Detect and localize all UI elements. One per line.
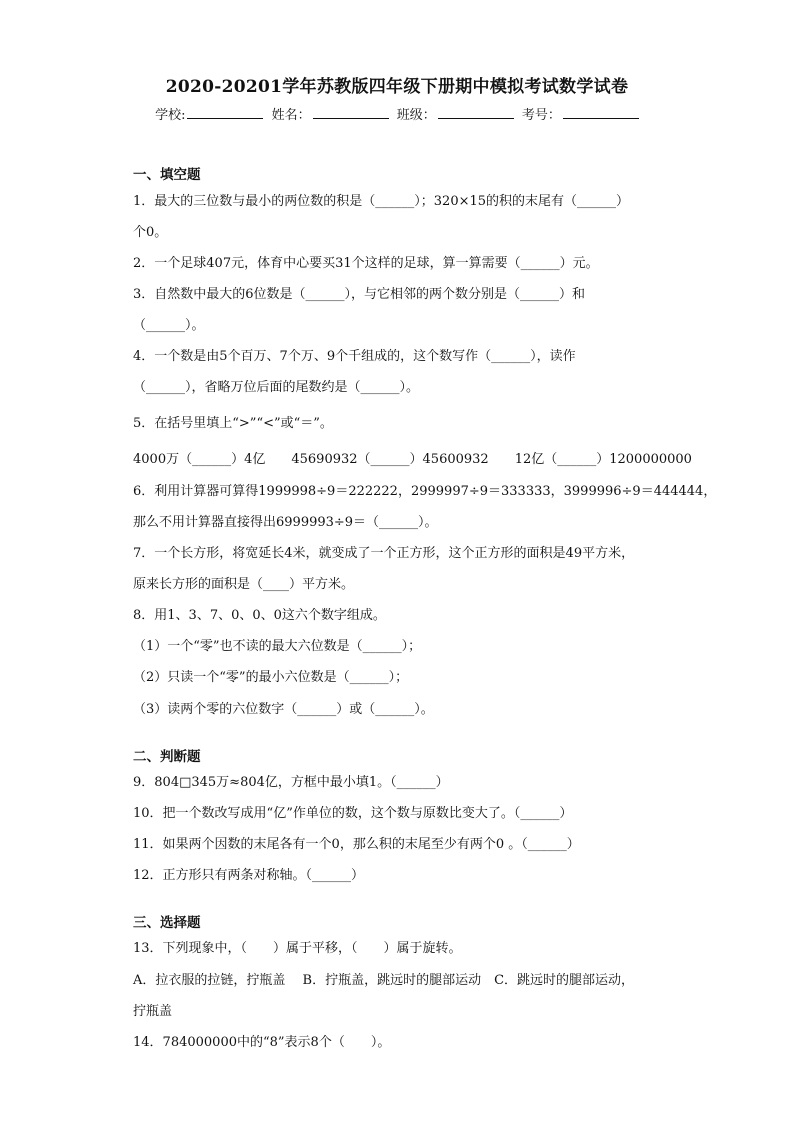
question-1-line-2: 个0。 [133,225,168,240]
question-6-line-1: 6．利用计算器可算得1999998÷9＝222222，2999997÷9＝333333，3999996÷9＝444444， [133,484,717,499]
name-label: 姓名： [271,108,311,123]
question-13-options: A．拉衣服的拉链，拧瓶盖 B．拧瓶盖，跳远时的腿部运动 C．跳远时的腿部运动， [133,973,635,988]
question-5-compare-row: 4000万（______）4亿 45690932（______）45600932 12亿（______）1200000000 [133,452,692,467]
question-3-line-2: （______）。 [133,318,205,333]
question-11: 11．如果两个因数的末尾各有一个0，那么积的末尾至少有两个0 。（______） [133,837,580,852]
question-9: 9．804□345万≈804亿，方框中最小填1。（______） [133,775,449,790]
name-blank[interactable] [313,106,389,119]
exam-title: 2020-20201学年苏教版四年级下册期中模拟考试数学试卷 [165,77,629,97]
question-8-part-1: （1）一个“零”也不读的最大六位数是（______）； [133,639,422,654]
question-4-line-1: 4．一个数是由5个百万、7个万、9个千组成的，这个数写作（______），读作 [133,349,576,364]
question-10: 10．把一个数改写成用“亿”作单位的数，这个数与原数比变大了。（______） [133,806,573,821]
question-1-line-1: 1．最大的三位数与最小的两位数的积是（______）；320×15的积的末尾有（______） [133,194,630,209]
school-blank[interactable] [187,106,263,119]
question-8: 8．用1、3、7、0、0、0这六个数字组成。 [133,608,386,623]
school-label: 学校: [155,108,186,123]
question-8-part-2: （2）只读一个“零”的最小六位数是（______）； [133,670,409,685]
question-4-line-2: （______），省略万位后面的尾数约是（______）。 [133,380,420,395]
student-info-row [0,104,794,123]
section-multiple-choice: 三、选择题 [133,915,201,931]
number-label: 考号： [521,108,561,123]
number-blank[interactable] [563,106,639,119]
question-12: 12．正方形只有两条对称轴。（______） [133,868,365,883]
section-fill-in: 一、填空题 [133,167,201,183]
question-8-part-3: （3）读两个零的六位数字（______）或（______）。 [133,702,434,717]
section-true-false: 二、判断题 [133,749,201,765]
question-3-line-1: 3．自然数中最大的6位数是（______），与它相邻的两个数分别是（______）和 [133,287,586,302]
question-6-line-2: 那么不用计算器直接得出6999993÷9＝（______）。 [133,515,438,530]
question-7-line-2: 原来长方形的面积是（____）平方米。 [133,577,355,592]
class-blank[interactable] [438,106,514,119]
question-14: 14．784000000中的“8”表示8个（ ）。 [133,1035,391,1050]
question-13: 13．下列现象中，（ ）属于平移，（ ）属于旋转。 [133,941,462,956]
class-label: 班级： [396,108,436,123]
question-13-options-cont: 拧瓶盖 [133,1004,173,1019]
question-5: 5．在括号里填上“>”“<”或“＝”。 [133,416,333,431]
question-2: 2．一个足球407元，体育中心要买31个这样的足球，算一算需要（______）元。 [133,256,599,271]
question-7-line-1: 7．一个长方形，将宽延长4米，就变成了一个正方形，这个正方形的面积是49平方米， [133,546,635,561]
